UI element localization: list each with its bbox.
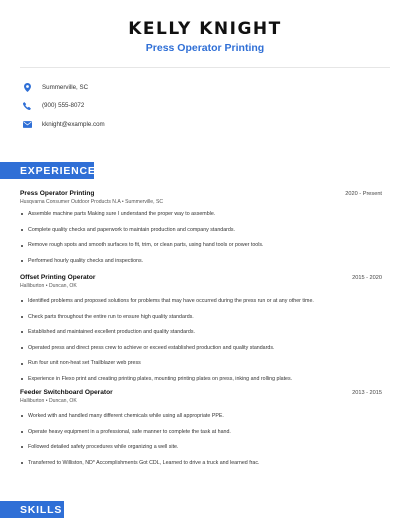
- list-item: Performed hourly quality checks and inspections.: [20, 258, 382, 268]
- list-item: Check parts throughout the entire run to ensure high quality standards.: [20, 314, 382, 330]
- list-item: Transferred to Williston, ND* Accomplishments Got CDL, Learned to drive a truck and learned frac.: [20, 460, 382, 470]
- skills-heading: SKILLS: [20, 503, 63, 516]
- job-title-headline: Press Operator Printing: [145, 42, 265, 54]
- contact-location-text: Summerville, SC: [42, 83, 89, 91]
- list-item: Worked with and handled many different chemicals while using all appropriate PPE.: [20, 413, 382, 429]
- job-company: Halliburton • Duncan, OK: [20, 398, 77, 404]
- experience-entry: [20, 274, 382, 386]
- list-item: Operated press and direct press crew to achieve or exceed established production and quality standards.: [20, 345, 382, 361]
- resume-header: [0, 0, 410, 54]
- candidate-name: KELLY KNIGHT: [128, 19, 282, 39]
- job-company: Halliburton • Duncan, OK: [20, 283, 77, 289]
- phone-icon: [22, 101, 32, 111]
- contact-location: [22, 78, 410, 96]
- contact-phone: [22, 97, 410, 115]
- list-item: Run four unit non-heat set Trailblazer web press: [20, 360, 382, 376]
- list-item: Established and maintained excellent production and quality standards.: [20, 329, 382, 345]
- job-dates: 2020 - Present: [345, 191, 382, 197]
- job-title: Offset Printing Operator: [20, 274, 96, 281]
- contact-email: [22, 115, 410, 133]
- contact-email-text: kknight@example.com: [42, 120, 105, 128]
- envelope-icon: [22, 119, 32, 129]
- experience-entry: [20, 190, 382, 268]
- list-item: Complete quality checks and paperwork to maintain production and company standards.: [20, 227, 382, 243]
- job-title: Press Operator Printing: [20, 190, 95, 197]
- experience-heading: EXPERIENCE: [20, 164, 96, 177]
- experience-entry: [20, 389, 382, 470]
- contact-phone-text: (900) 555-8072: [42, 102, 85, 109]
- job-title: Feeder Switchboard Operator: [20, 389, 113, 396]
- list-item: Operate heavy equipment in a professional, safe manner to complete the task at hand.: [20, 429, 382, 445]
- job-bullets: [20, 413, 382, 470]
- contact-list: [0, 68, 410, 133]
- job-bullets: [20, 298, 382, 386]
- list-item: Experience in Flexo print and creating printing plates, mounting printing plates on press, inking and rolling plates.: [20, 376, 382, 386]
- experience-section-header: [0, 162, 94, 179]
- skills-section-header: [0, 501, 64, 518]
- list-item: Assemble machine parts Making sure I understand the proper way to assemble.: [20, 211, 382, 227]
- job-dates: 2015 - 2020: [352, 275, 382, 281]
- job-dates: 2013 - 2015: [352, 390, 382, 396]
- job-company: Husqvarna Consumer Outdoor Products N.A • Summerville, SC: [20, 199, 164, 205]
- map-pin-icon: [22, 82, 32, 92]
- job-bullets: [20, 211, 382, 268]
- list-item: Remove rough spots and smooth surfaces to fit, trim, or clean parts, using hand tools or power tools.: [20, 242, 382, 258]
- list-item: Identified problems and proposed solutions for problems that may have occurred during the press run or at any other time.: [20, 298, 382, 314]
- list-item: Followed detailed safety procedures while organizing a well site.: [20, 444, 382, 460]
